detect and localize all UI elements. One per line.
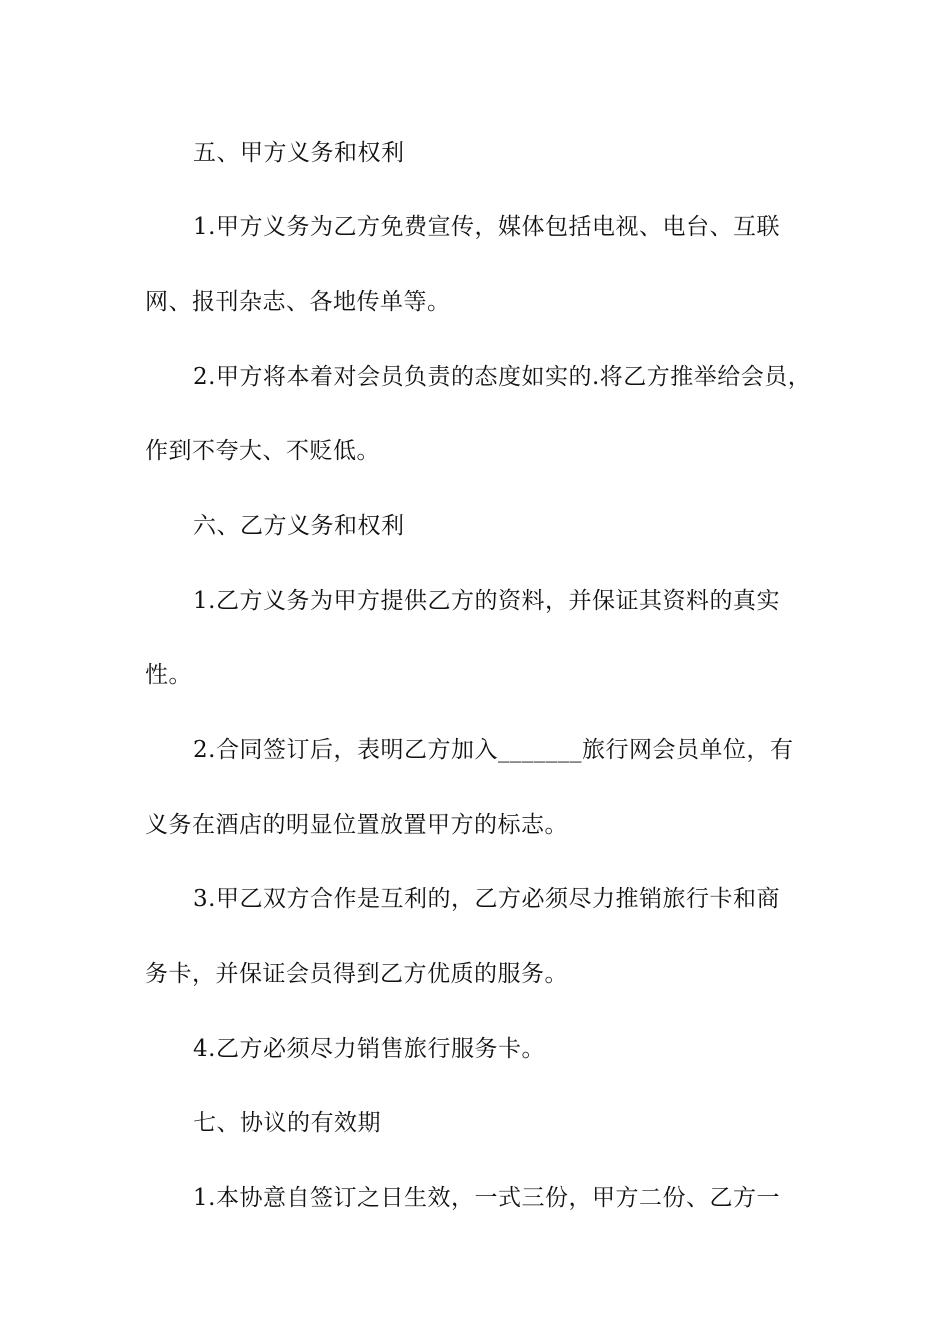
paragraph-line: 务卡，并保证会员得到乙方优质的服务。 (145, 961, 568, 987)
paragraph-line: 4.乙方必须尽力销售旅行服务卡。 (193, 1036, 545, 1062)
paragraph-line: 3.甲乙双方合作是互利的，乙方必须尽力推销旅行卡和商 (193, 886, 780, 912)
paragraph-line: 义务在酒店的明显位置放置甲方的标志。 (145, 812, 568, 838)
paragraph-line: 性。 (145, 662, 192, 688)
paragraph-line: 2.合同签订后，表明乙方加入_______旅行网会员单位，有 (193, 737, 794, 763)
paragraph-line: 1.本协意自签订之日生效，一式三份，甲方二份、乙方一 (193, 1185, 780, 1211)
section-heading-6: 六、乙方义务和权利 (193, 513, 405, 539)
section-heading-5: 五、甲方义务和权利 (193, 140, 405, 166)
paragraph-line: 网、报刊杂志、各地传单等。 (145, 289, 451, 315)
paragraph-line: 1.甲方义务为乙方免费宣传，媒体包括电视、电台、互联 (193, 214, 780, 240)
paragraph-line: 2.甲方将本着对会员负责的态度如实的.将乙方推举给会员， (193, 364, 812, 390)
paragraph-line: 作到不夸大、不贬低。 (145, 438, 380, 464)
section-heading-7: 七、协议的有效期 (193, 1110, 381, 1136)
paragraph-line: 1.乙方义务为甲方提供乙方的资料，并保证其资料的真实 (193, 588, 780, 614)
